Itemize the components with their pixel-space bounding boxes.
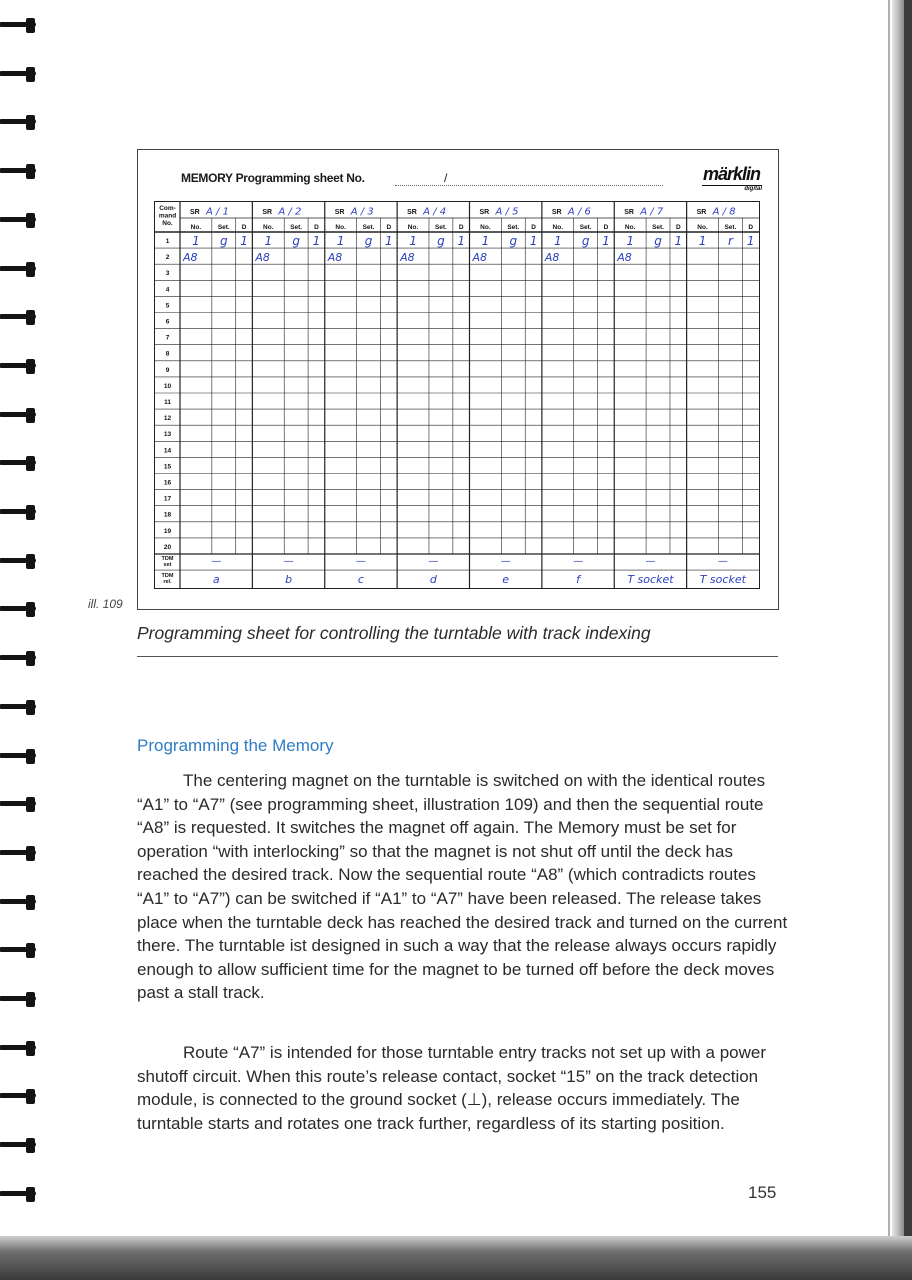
spiral-ring [0,115,38,131]
row-number: 10 [163,382,172,390]
sr-prefix: SR [262,209,273,216]
row-number: 4 [165,286,170,294]
tdm-set-value: — [211,556,222,567]
spiral-ring [0,262,38,278]
sr-route-label: A / 5 [495,206,519,218]
row-number: 15 [163,463,172,471]
sub-header: D [241,224,247,231]
row1-value: 1 [312,234,321,248]
spiral-ring [0,67,38,83]
tdm-set-value: — [283,556,294,567]
row1-value: 1 [674,234,683,248]
sr-route-label: A / 6 [567,206,591,218]
sub-header: No. [480,224,491,231]
row-number: 9 [165,366,170,374]
row1-value: 1 [602,234,610,248]
sr-route-label: A / 8 [712,206,736,218]
row1-value: 1 [192,234,200,248]
row-number: 5 [165,302,170,310]
sr-route-label: A / 4 [423,206,447,218]
page-edge-right [872,0,912,1280]
spiral-ring [0,846,38,862]
row2-value: A8 [617,251,632,265]
sr-prefix: SR [696,209,707,216]
spiral-ring [0,1041,38,1057]
row1-value: g [437,234,445,248]
row1-value: 1 [336,234,345,248]
tdm-rel-label: rel. [163,579,172,585]
programming-grid [154,201,760,589]
sr-route-label: A / 2 [278,206,302,218]
tdm-rel-value: e [502,573,510,586]
section-heading: Programming the Memory [137,736,334,755]
row1-value: g [509,234,518,248]
row-number: 3 [165,270,170,278]
figure-caption: Programming sheet for controlling the turntable with track indexing [137,623,651,643]
sub-header: D [531,224,536,231]
figure-label: ill. 109 [88,597,123,611]
row1-value: 1 [481,234,490,248]
spiral-ring [0,943,38,959]
spiral-ring [0,602,38,618]
spiral-ring [0,213,38,229]
sub-header: Set. [724,224,737,231]
spiral-ring [0,310,38,326]
row-number: 11 [164,399,171,406]
row-number: 12 [163,415,172,423]
row1-value: g [292,234,300,248]
row2-value: A8 [327,251,343,265]
paragraph-2-text: Route “A7” is intended for those turntable entry tracks not set up with a power shutoff circuit. When this route’s release contact, socket “15” on the track detection module, is connected to the ground socket (⊥), release occurs immediately. The turntable starts and rotates one track further, regardless of its starting position. [137,1043,767,1133]
spiral-ring [0,651,38,667]
row1-value: 1 [626,234,634,248]
sub-header: No. [335,224,346,231]
spiral-binding [0,18,40,1218]
paragraph-1-text: The centering magnet on the turntable is switched on with the identical routes “A1” to “A7” (see programming sheet, illustration 109) and then the sequential route “A8” is requested. It switches the magnet off again. The Memory must be set for operation “with interlocking” so that the magnet is not shut off until the deck has reached the desired track. Now the sequential route “A8” (which contradicts routes “A1” to “A7”) can be switched if “A1” to “A7” have been released. The release takes place when the turntable deck has reached the desired track and turned on the current there. The turntable ist designed in such a way that the release always occurs rapidly enough to allow sufficient time for the magnet to be turned off before the deck moves past a stall track. [137,771,788,1003]
spiral-ring [0,749,38,765]
tdm-rel-value: T socket [699,573,746,586]
tdm-rel-value: a [212,573,220,586]
sr-prefix: SR [479,209,490,216]
row1-value: g [364,234,373,248]
sub-header: Set. [362,224,375,231]
row1-value: r [727,234,733,248]
sr-route-label: A / 3 [350,206,374,218]
marklin-logo-digital: digital [702,185,762,192]
sub-header: No. [624,224,636,231]
sub-header: Set. [507,224,520,231]
row-number: 7 [165,334,170,342]
programming-sheet [137,149,779,610]
sr-prefix: SR [551,209,562,216]
sub-header: Set. [434,224,447,231]
sheet-title: MEMORY Programming sheet No. [181,171,365,185]
sub-header: No. [190,224,202,231]
sub-header: D [314,224,319,231]
row-number: 2 [165,254,170,262]
sub-header: No. [697,224,708,231]
command-header: No. [162,220,173,227]
programming-grid-svg [155,202,759,588]
row-number: 17 [163,495,172,503]
row1-value: 1 [409,234,417,248]
sr-prefix: SR [624,209,634,216]
row1-value: 1 [698,234,707,248]
sr-prefix: SR [190,209,200,216]
sr-prefix: SR [407,209,417,216]
row2-value: A8 [472,251,488,265]
spiral-ring [0,1187,38,1203]
sub-header: No. [407,224,419,231]
spiral-ring [0,505,38,521]
row2-value: A8 [183,251,198,265]
spiral-ring [0,700,38,716]
row1-value: 1 [457,234,465,248]
spiral-ring [0,456,38,472]
command-header: mand [158,212,177,220]
row-number: 8 [165,350,170,358]
sub-header: D [675,224,681,231]
tdm-set-value: — [500,556,511,567]
sub-header: Set. [652,224,664,231]
row1-value: 1 [240,234,248,248]
spiral-ring [0,18,38,34]
row-number: 20 [163,543,172,551]
row1-value: g [581,234,590,248]
row-number: 1 [165,238,170,245]
tdm-set-value: — [355,556,366,567]
row1-value: 1 [529,234,538,248]
spiral-ring [0,895,38,911]
row-number: 18 [163,511,172,519]
tdm-rel-value: b [285,573,293,586]
tdm-set-label: TDM [161,556,174,562]
spiral-ring [0,408,38,424]
page-number: 155 [748,1183,777,1202]
row2-value: A8 [400,251,415,265]
tdm-set-value: — [573,556,584,567]
tdm-rel-label: TDM [161,573,174,579]
row1-value: 1 [553,234,562,248]
row1-value: 1 [264,234,273,248]
spiral-ring [0,1138,38,1154]
sr-prefix: SR [334,209,345,216]
command-header: Com- [159,205,176,212]
row-number: 13 [163,431,172,439]
sub-header: D [603,224,609,231]
row1-value: g [219,234,228,248]
spiral-ring [0,164,38,180]
sr-route-label: A / 7 [640,206,664,218]
sub-header: D [748,224,754,231]
sheet-number-slash: / [444,171,448,185]
sheet-number-blank [395,185,663,186]
spiral-ring [0,992,38,1008]
row1-value: g [654,234,662,248]
page-edge-bottom [0,1236,912,1280]
tdm-set-label: set [163,562,172,568]
sub-header: Set. [217,224,230,231]
sub-header: D [386,224,392,231]
tdm-set-value: — [717,556,728,567]
paragraph-2 [137,1041,792,1135]
row-number: 19 [163,527,172,535]
tdm-set-value: — [428,556,439,567]
tdm-rel-value: f [576,573,580,586]
spiral-ring [0,1089,38,1105]
spiral-ring [0,554,38,570]
row2-value: A8 [255,251,270,265]
sub-header: D [458,224,464,231]
row-number: 14 [163,447,172,455]
tdm-rel-value: d [429,573,437,586]
spiral-ring [0,359,38,375]
tdm-set-value: — [645,556,656,567]
marklin-logo: märklin [702,164,760,184]
row2-value: A8 [544,251,560,265]
sub-header: Set. [579,224,592,231]
row-number: 6 [165,318,170,326]
row1-value: 1 [746,234,755,248]
spiral-ring [0,797,38,813]
row1-value: 1 [384,234,393,248]
sub-header: No. [552,224,564,231]
caption-rule [137,656,778,657]
sub-header: Set. [290,224,303,231]
tdm-rel-value: c [357,573,364,586]
tdm-rel-value: T socket [627,573,674,586]
row-number: 16 [163,479,172,487]
sub-header: No. [263,224,274,231]
paragraph-1 [137,769,792,1005]
sr-route-label: A / 1 [206,206,229,218]
